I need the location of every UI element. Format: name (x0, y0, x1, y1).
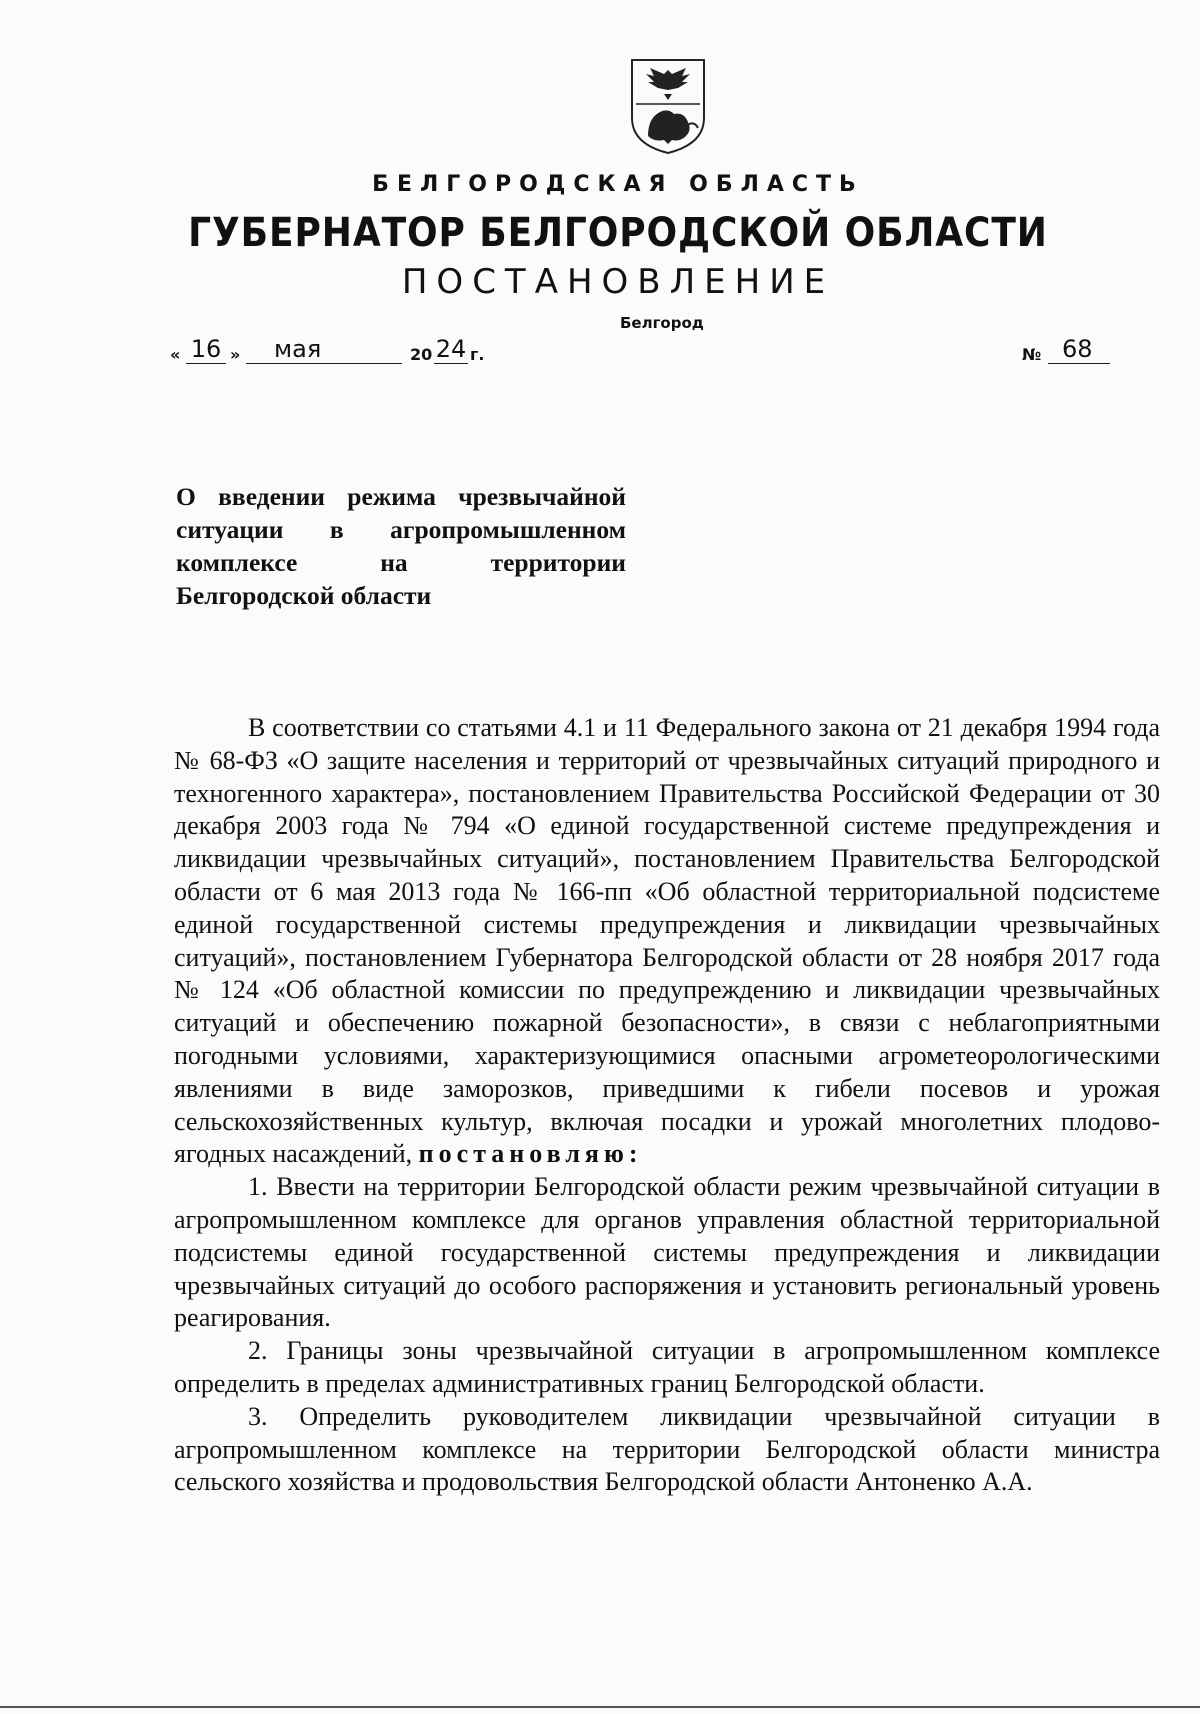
city-name: Белгород (620, 314, 704, 332)
subject-line: ситуации в агропромышленном (176, 515, 626, 544)
date-open-quote: « (170, 345, 181, 364)
item-paragraph-3: 3. Определить руководителем ликвидации чрезвычайной ситуации в агропромышленном комплексе на территории Белгородской области министра сельского хозяйства и продовольствия Белгородской области Антоненко А.А. (174, 1401, 1160, 1497)
date-day: 16 (186, 335, 226, 364)
coat-of-arms-icon (628, 56, 708, 156)
date-year-prefix: 20 (410, 345, 433, 364)
page-bottom-rule (0, 1706, 1200, 1708)
preamble-text: В соответствии со статьями 4.1 и 11 Федерального закона от 21 декабря 1994 года № 68-ФЗ «О защите населения и территорий от чрезвычайных ситуаций природного и техногенного характера», постановлением Правительства Российской Федерации от 30 декабря 2003 года № 794 «О единой государственной системе предупреждения и ликвидации чрезвычайных ситуаций», постановлением Правительства Белгородской области от 6 мая 2013 года № 166-пп «Об областной территориальной подсистеме единой государственной системы предупреждения и ликвидации чрезвычайных ситуаций», постановлением Губернатора Белгородской области от 28 ноября 2017 года № 124 «Об областной комиссии по предупреждению и ликвидации чрезвычайных ситуаций и обеспечению пожарной безопасности», в связи с неблагоприятными погодными условиями, характеризующимися опасными агрометеорологическими явлениями в виде заморозков, приведшими к гибели посевов и урожая сельскохозяйственных культур, включая посадки и урожай многолетних плодово-ягодных насаждений, (174, 713, 1160, 1169)
date-number-line (170, 334, 1130, 368)
subject-line: комплексе на территории (176, 548, 626, 577)
date-year-suffix: 24 (435, 335, 467, 363)
document-number: 68 (1048, 335, 1110, 364)
item-paragraph-1: 1. Ввести на территории Белгородской области режим чрезвычайной ситуации в агропромышленном комплексе для органов управления областной территориальной подсистемы единой государственной системы предупреждения и ликвидации чрезвычайных ситуаций до особого распоряжения и установить региональный уровень реагирования. (174, 1172, 1160, 1333)
date-month: мая (246, 335, 402, 364)
item-paragraph-2: 2. Границы зоны чрезвычайной ситуации в агропромышленном комплексе определить в пределах административных границ Белгородской области. (174, 1336, 1160, 1398)
number-label: № (1022, 345, 1042, 364)
subject-line: О введении режима чрезвычайной (176, 482, 626, 511)
document-type: ПОСТАНОВЛЕНИЕ (401, 262, 835, 302)
preamble-paragraph (174, 712, 1160, 1171)
subject-line: Белгородской области (176, 581, 432, 610)
region-title: БЕЛГОРОДСКАЯ ОБЛАСТЬ (372, 172, 864, 197)
date-close-quote: » (230, 345, 241, 364)
authority-title: ГУБЕРНАТОР БЕЛГОРОДСКОЙ ОБЛАСТИ (188, 210, 1048, 256)
date-year-unit: г. (470, 345, 485, 364)
document-body (174, 712, 1160, 1499)
document-subject (176, 480, 626, 612)
decree-word: постановляю: (418, 1139, 643, 1169)
